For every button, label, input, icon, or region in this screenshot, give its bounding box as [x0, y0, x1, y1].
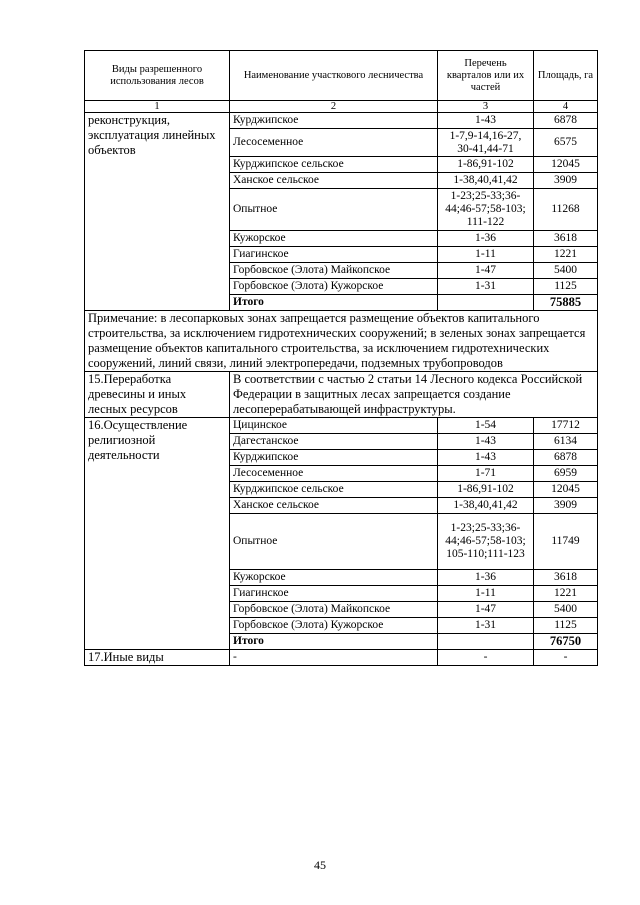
column-number: 2: [230, 101, 438, 113]
quarters: 1-47: [438, 263, 534, 279]
use-type-cell: реконструкция, эксплуатация линейных объектов: [85, 113, 230, 311]
forest-use-table: [84, 50, 598, 666]
header-area: Площадь, га: [534, 51, 598, 101]
forestry-name: Курджипское сельское: [230, 482, 438, 498]
quarters: 1-31: [438, 618, 534, 634]
total-label: Итого: [230, 634, 438, 650]
forestry-name: Дагестанское: [230, 434, 438, 450]
area: 6575: [534, 129, 598, 157]
block1-body: [85, 113, 598, 311]
forestry-name: Курджипское: [230, 113, 438, 129]
area: 3618: [534, 231, 598, 247]
quarters: [438, 295, 534, 311]
forestry-name: Горбовское (Элота) Кужорское: [230, 279, 438, 295]
note-row: [85, 311, 598, 372]
area: 1125: [534, 279, 598, 295]
area: 6878: [534, 113, 598, 129]
quarters: 1-86,91-102: [438, 157, 534, 173]
area: 11749: [534, 514, 598, 570]
total-area: 76750: [534, 634, 598, 650]
quarters: 1-86,91-102: [438, 482, 534, 498]
area: 1221: [534, 247, 598, 263]
page-number: 45: [314, 858, 326, 872]
column-number-row: [85, 101, 598, 113]
quarters: 1-11: [438, 247, 534, 263]
use-type-cell: 17.Иные виды: [85, 650, 230, 666]
forestry-name: Лесосеменное: [230, 466, 438, 482]
use-type-cell: 15.Переработка древесины и иных лесных ресурсов: [85, 372, 230, 418]
area: 12045: [534, 482, 598, 498]
area: 6959: [534, 466, 598, 482]
quarters: -: [438, 650, 534, 666]
area: 17712: [534, 418, 598, 434]
quarters: 1-54: [438, 418, 534, 434]
quarters: 1-43: [438, 434, 534, 450]
forestry-name: Горбовское (Элота) Майкопское: [230, 263, 438, 279]
column-number: 4: [534, 101, 598, 113]
total-label: Итого: [230, 295, 438, 311]
quarters: 1-43: [438, 113, 534, 129]
quarters: 1-36: [438, 570, 534, 586]
area: 3909: [534, 498, 598, 514]
forestry-name: Ханское сельское: [230, 173, 438, 189]
quarters: 1-38,40,41,42: [438, 498, 534, 514]
block17-row: [85, 650, 598, 666]
forestry-name: Курджипское сельское: [230, 157, 438, 173]
area: 5400: [534, 602, 598, 618]
column-number: 3: [438, 101, 534, 113]
forestry-name: -: [230, 650, 438, 666]
area: -: [534, 650, 598, 666]
column-number: 1: [85, 101, 230, 113]
block15-row: [85, 372, 598, 418]
quarters: 1-31: [438, 279, 534, 295]
quarters: 1-23;25-33;36-44;46-57;58-103; 105-110;111-123: [438, 514, 534, 570]
total-area: 75885: [534, 295, 598, 311]
area: 11268: [534, 189, 598, 231]
quarters: 1-47: [438, 602, 534, 618]
block15-text: В соответствии с частью 2 статьи 14 Лесного кодекса Российской Федерации в защитных лесах запрещается создание лесоперерабатывающей инфраструктуры.: [230, 372, 598, 418]
forestry-name: Ханское сельское: [230, 498, 438, 514]
header-row: [85, 51, 598, 101]
quarters: 1-7,9-14,16-27, 30-41,44-71: [438, 129, 534, 157]
note-text: Примечание: в лесопарковых зонах запрещается размещение объектов капитального строительства, за исключением гидротехнических сооружений; в зеленых зонах запрещается размещение объектов капитального строительства, за исключением гидротехнических сооружений, линий связи, линий электропередачи, подземных трубопроводов: [85, 311, 598, 372]
area: 3618: [534, 570, 598, 586]
table-row: [85, 113, 598, 129]
quarters: 1-43: [438, 450, 534, 466]
forestry-name: Горбовское (Элота) Майкопское: [230, 602, 438, 618]
area: 5400: [534, 263, 598, 279]
quarters: 1-23;25-33;36-44;46-57;58-103; 111-122: [438, 189, 534, 231]
area: 1221: [534, 586, 598, 602]
header-forestry-name: Наименование участкового лесничества: [230, 51, 438, 101]
quarters: [438, 634, 534, 650]
quarters: 1-71: [438, 466, 534, 482]
table-row: [85, 418, 598, 434]
area: 6878: [534, 450, 598, 466]
forestry-name: Горбовское (Элота) Кужорское: [230, 618, 438, 634]
forestry-name: Опытное: [230, 189, 438, 231]
area: 1125: [534, 618, 598, 634]
forestry-name: Опытное: [230, 514, 438, 570]
area: 3909: [534, 173, 598, 189]
header-use-type: Виды разрешенного использования лесов: [85, 51, 230, 101]
header-quarters: Перечень кварталов или их частей: [438, 51, 534, 101]
area: 6134: [534, 434, 598, 450]
use-type-cell: 16.Осуществление религиозной деятельности: [85, 418, 230, 650]
forestry-name: Кужорское: [230, 231, 438, 247]
forestry-name: Гиагинское: [230, 247, 438, 263]
block16-body: [85, 418, 598, 650]
quarters: 1-11: [438, 586, 534, 602]
forestry-name: Цицинское: [230, 418, 438, 434]
forestry-name: Кужорское: [230, 570, 438, 586]
forestry-name: Курджипское: [230, 450, 438, 466]
forestry-name: Гиагинское: [230, 586, 438, 602]
area: 12045: [534, 157, 598, 173]
forestry-name: Лесосеменное: [230, 129, 438, 157]
quarters: 1-38,40,41,42: [438, 173, 534, 189]
quarters: 1-36: [438, 231, 534, 247]
